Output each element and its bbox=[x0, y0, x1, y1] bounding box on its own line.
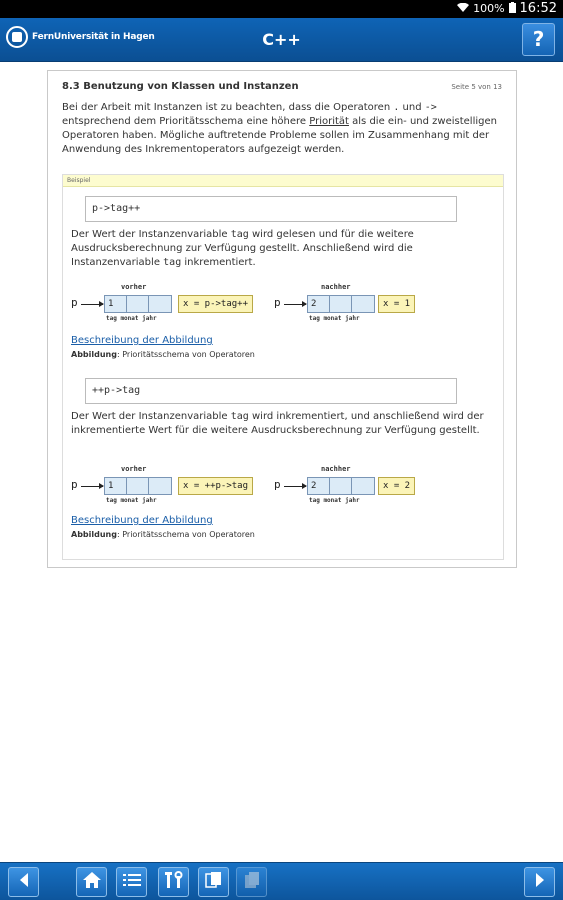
help-button[interactable]: ? bbox=[522, 23, 555, 56]
pointer-p: p bbox=[274, 478, 281, 491]
cell-tag: 2 bbox=[308, 478, 330, 494]
instance-cells-after bbox=[307, 295, 375, 313]
cell-names: tag monat jahr bbox=[309, 315, 360, 322]
status-bar bbox=[0, 0, 563, 18]
expression-after: x = 2 bbox=[378, 477, 415, 495]
pointer-p: p bbox=[274, 296, 281, 309]
pointer-arrow bbox=[81, 486, 103, 487]
bottom-toolbar bbox=[0, 862, 563, 900]
caption-text: : Prioritätsschema von Operatoren bbox=[116, 530, 255, 539]
example-header: Beispiel bbox=[63, 175, 503, 187]
intro-text: und bbox=[399, 102, 425, 113]
after-label: nachher bbox=[321, 283, 351, 291]
cell-monat bbox=[127, 296, 149, 312]
pointer-arrow bbox=[284, 304, 306, 305]
home-button[interactable] bbox=[76, 867, 107, 897]
pointer-arrow bbox=[284, 486, 306, 487]
cell-tag: 1 bbox=[105, 296, 127, 312]
app-header bbox=[0, 18, 563, 62]
battery-level: 100% bbox=[473, 2, 505, 15]
expression-before: x = ++p->tag bbox=[178, 477, 253, 495]
app-title: C++ bbox=[262, 30, 301, 49]
cell-monat bbox=[127, 478, 149, 494]
table-of-contents-button[interactable] bbox=[116, 867, 147, 897]
home-icon bbox=[82, 871, 102, 893]
intro-operator-arrow: -> bbox=[424, 102, 437, 113]
intro-text: als die ein- und zweistelligen Operatoren haben. Mögliche auftretende Probleme sollen im Zusammenhang mit der Anwendung des Inkrementoperators aufgezeigt werden. bbox=[62, 116, 497, 155]
intro-operator-dot: . bbox=[393, 102, 400, 113]
caption-text: : Prioritätsschema von Operatoren bbox=[116, 350, 255, 359]
before-label: vorher bbox=[121, 283, 147, 291]
cell-jahr bbox=[352, 296, 374, 312]
code-box-preincrement: ++p->tag bbox=[85, 378, 457, 404]
pointer-p: p bbox=[71, 296, 78, 309]
arrow-right-icon bbox=[533, 872, 547, 892]
instance-cells-after bbox=[307, 477, 375, 495]
explanation-text: wird inkrementiert, und anschließend wird der inkrementierte Wert für die weitere Ausdrucksberechnung zur Verfügung gestellt. bbox=[71, 411, 484, 436]
content-page bbox=[47, 70, 517, 568]
after-label: nachher bbox=[321, 465, 351, 473]
clock: 16:52 bbox=[519, 1, 557, 16]
intro-text: Bei der Arbeit mit Instanzen ist zu beachten, dass die Operatoren bbox=[62, 102, 394, 113]
cell-monat bbox=[330, 478, 352, 494]
cell-names: tag monat jahr bbox=[309, 497, 360, 504]
logo-text: FernUniversität in Hagen bbox=[32, 32, 155, 42]
page-title: 8.3 Benutzung von Klassen und Instanzen bbox=[62, 81, 299, 92]
figure-description-link[interactable]: Beschreibung der Abbildung bbox=[71, 515, 213, 526]
priority-link[interactable]: Priorität bbox=[309, 116, 349, 127]
explanation-text: Der Wert der Instanzenvariable bbox=[71, 229, 231, 240]
instance-cells-before bbox=[104, 477, 172, 495]
explanation-preincrement bbox=[71, 410, 501, 438]
cell-names: tag monat jahr bbox=[106, 315, 157, 322]
tools-icon bbox=[164, 871, 184, 893]
back-button[interactable] bbox=[8, 867, 39, 897]
pointer-arrow bbox=[81, 304, 103, 305]
figure-caption bbox=[71, 530, 255, 539]
variable-name: tag bbox=[230, 229, 249, 240]
intro-text: entsprechend dem Prioritätsschema eine höhere bbox=[62, 116, 310, 127]
memory-diagram-preincrement bbox=[71, 465, 501, 513]
explanation-postincrement bbox=[71, 228, 501, 270]
arrow-left-icon bbox=[17, 872, 31, 892]
intro-paragraph bbox=[62, 101, 502, 157]
expression-after: x = 1 bbox=[378, 295, 415, 313]
battery-icon bbox=[509, 2, 516, 16]
before-label: vorher bbox=[121, 465, 147, 473]
bookmark-button[interactable] bbox=[236, 867, 267, 897]
pages-icon bbox=[204, 871, 224, 893]
cell-names: tag monat jahr bbox=[106, 497, 157, 504]
cell-jahr bbox=[352, 478, 374, 494]
code-box-postincrement: p->tag++ bbox=[85, 196, 457, 222]
caption-label: Abbildung bbox=[71, 350, 117, 359]
explanation-text: wird gelesen und für die weitere Ausdrucksberechnung zur Verfügung gestellt. Anschließend wird die Instanzenvariable bbox=[71, 229, 414, 268]
explanation-text: inkrementiert. bbox=[181, 257, 256, 268]
caption-label: Abbildung bbox=[71, 530, 117, 539]
list-icon bbox=[122, 872, 142, 892]
pages-button[interactable] bbox=[198, 867, 229, 897]
bookmark-icon bbox=[242, 871, 262, 893]
cell-tag: 2 bbox=[308, 296, 330, 312]
figure-caption bbox=[71, 350, 255, 359]
example-box bbox=[62, 174, 504, 560]
expression-before: x = p->tag++ bbox=[178, 295, 253, 313]
tools-button[interactable] bbox=[158, 867, 189, 897]
cell-monat bbox=[330, 296, 352, 312]
cell-jahr bbox=[149, 478, 171, 494]
pointer-p: p bbox=[71, 478, 78, 491]
cell-jahr bbox=[149, 296, 171, 312]
instance-cells-before bbox=[104, 295, 172, 313]
figure-description-link[interactable]: Beschreibung der Abbildung bbox=[71, 335, 213, 346]
page-number: Seite 5 von 13 bbox=[451, 83, 502, 91]
variable-name: tag bbox=[230, 411, 249, 422]
wifi-icon bbox=[457, 2, 469, 16]
cell-tag: 1 bbox=[105, 478, 127, 494]
memory-diagram-postincrement bbox=[71, 283, 501, 331]
forward-button[interactable] bbox=[524, 867, 555, 897]
explanation-text: Der Wert der Instanzenvariable bbox=[71, 411, 231, 422]
variable-name: tag bbox=[163, 257, 182, 268]
